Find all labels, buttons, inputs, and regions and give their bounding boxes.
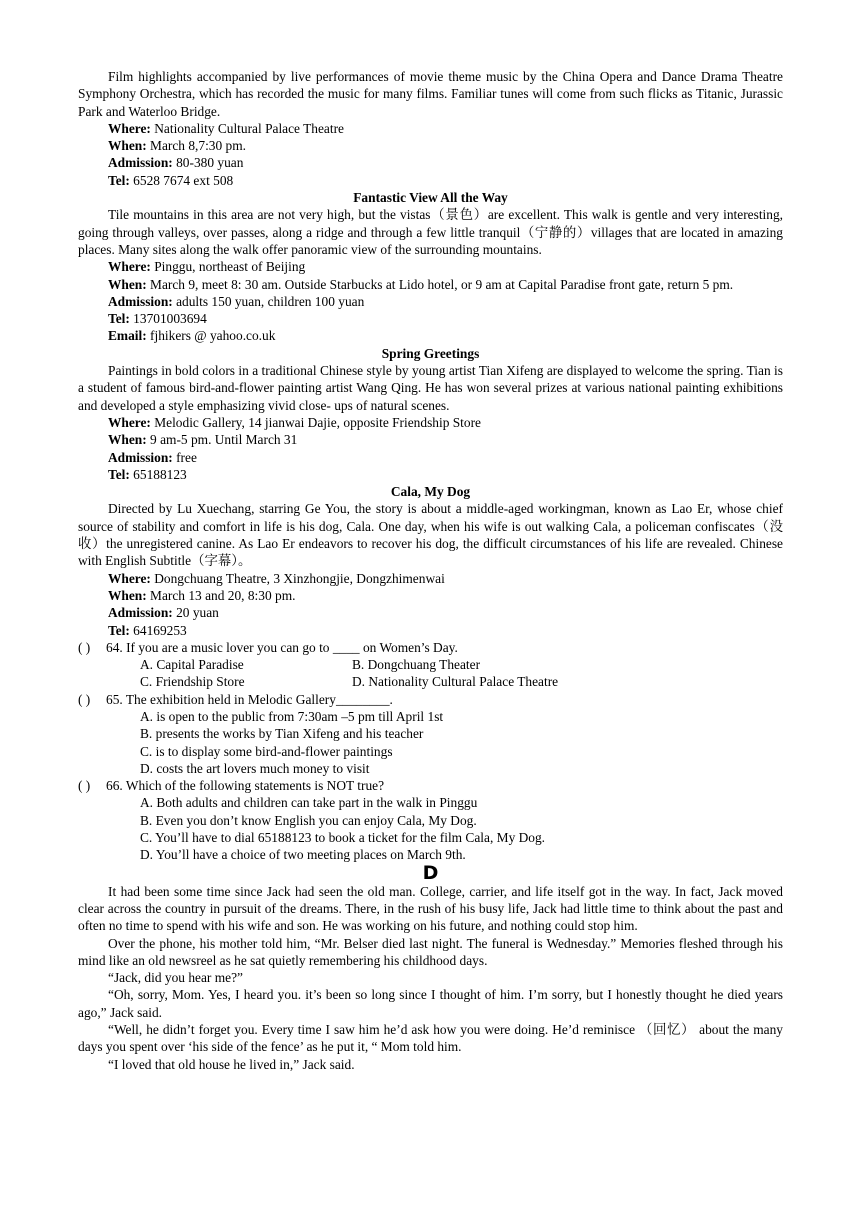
cala-admission: Admission: 20 yuan: [108, 605, 219, 621]
fantastic-admission: Admission: adults 150 yuan, children 100 yuan: [108, 293, 365, 309]
spring-greetings-title: Spring Greetings: [381, 345, 480, 361]
concert-when: When: March 8,7:30 pm.: [108, 138, 247, 154]
question-65-options: [78, 708, 783, 777]
option-a: A. Both adults and children can take part in the walk in Pinggu: [140, 795, 478, 811]
spring-admission: Admission: free: [108, 449, 197, 465]
option-d: D. You’ll have a choice of two meeting places on March 9th.: [140, 847, 466, 863]
spring-where: Where: Melodic Gallery, 14 jianwai Dajie, opposite Friendship Store: [108, 414, 482, 430]
story-paragraph: “I loved that old house he lived in,” Jack said.: [108, 1056, 355, 1072]
story-paragraph: Over the phone, his mother told him, “Mr. Belser died last night. The funeral is Wednesday.” Memories fleshed through his mind like an old newsreel as he sat quietly remembering his childhood days.: [78, 935, 783, 968]
spring-greetings-description: Paintings in bold colors in a traditional Chinese style by young artist Tian Xifeng are displayed to welcome the spring. Tian is a student of famous bird-and-flower painting artist Wang Qing. He has won several prizes at various national painting exhibitions and developed a style emphasizing vivid close- ups of natural scenes.: [78, 363, 783, 413]
option-d: D. costs the art lovers much money to visit: [140, 760, 370, 776]
option-c: C. You’ll have to dial 65188123 to book a ticket for the film Cala, My Dog.: [140, 830, 546, 846]
question-66: ( ) 66. Which of the following statements is NOT true?: [78, 778, 385, 794]
section-d-mark: D: [422, 861, 439, 884]
fantastic-where: Where: Pinggu, northeast of Beijing: [108, 259, 306, 275]
question-64-options: [78, 656, 783, 691]
option-b: B. presents the works by Tian Xifeng and his teacher: [140, 726, 424, 742]
cala-title: Cala, My Dog: [390, 484, 471, 500]
fantastic-email: Email: fjhikers @ yahoo.co.uk: [108, 328, 276, 344]
spring-when: When: 9 am-5 pm. Until March 31: [108, 432, 298, 448]
option-b: B. Dongchuang Theater: [352, 657, 481, 673]
cala-when: When: March 13 and 20, 8:30 pm.: [108, 587, 296, 603]
option-c: C. Friendship Store: [140, 674, 245, 690]
fantastic-view-description: Tile mountains in this area are not very high, but the vistas（景色）are excellent. This walk is gentle and very interesting, going through valleys, over passes, along a ridge and through a few little tranquil（宁静的）villages that are located in amazing places. Many sites along the walk offer panoramic view of the surrounding mountains.: [78, 207, 783, 257]
cala-description: Directed by Lu Xuechang, starring Ge You, the story is about a middle-aged workingman, known as Lao Er, whose chief source of stability and comfort in life is his dog, Cala. One day, when his wife is out walking Cala, a policeman confiscates（没收）the unregistered canine. As Lao Er endeavors to recover his dog, the difficult circumstances of his life are revealed. Chinese with English Subtitle（字幕）。: [78, 501, 783, 569]
cala-tel: Tel: 64169253: [108, 622, 187, 638]
document-page: [78, 68, 783, 1073]
question-65: ( ) 65. The exhibition held in Melodic Gallery________.: [78, 691, 393, 707]
concert-where: Where: Nationality Cultural Palace Theatre: [108, 120, 344, 136]
concert-admission: Admission: 80-380 yuan: [108, 155, 244, 171]
story-paragraph: “Oh, sorry, Mom. Yes, I heard you. it’s been so long since I thought of him. I’m sorry, but I honestly thought he died years ago,” Jack said.: [78, 987, 783, 1020]
story-paragraph: “Jack, did you hear me?”: [108, 970, 243, 986]
answer-blank[interactable]: ( ): [78, 639, 91, 655]
story-paragraph: It had been some time since Jack had seen the old man. College, carrier, and life itself got in the way. In fact, Jack moved clear across the country in pursuit of the dreams. There, in the rush of his busy life, Jack had little time to think about the past and often no time to spend with his wife and son. He was working on his future, and nothing could stop him.: [78, 883, 783, 934]
answer-blank[interactable]: ( ): [78, 778, 91, 794]
fantastic-when: When: March 9, meet 8: 30 am. Outside Starbucks at Lido hotel, or 9 am at Capital Paradise front gate, return 5 pm.: [108, 276, 734, 292]
option-d: D. Nationality Cultural Palace Theatre: [352, 674, 559, 690]
option-a: A. Capital Paradise: [140, 657, 244, 673]
option-a: A. is open to the public from 7:30am –5 pm till April 1st: [140, 708, 444, 724]
option-b: B. Even you don’t know English you can enjoy Cala, My Dog.: [140, 812, 477, 828]
question-66-options: [78, 794, 783, 863]
concert-description: Film highlights accompanied by live performances of movie theme music by the China Opera and Dance Drama Theatre Symphony Orchestra, which has recorded the music for many films. Familiar tunes will come from such flicks as Titanic, Jurassic Park and Waterloo Bridge.: [78, 69, 783, 119]
story-paragraph: “Well, he didn’t forget you. Every time I saw him he’d ask how you were doing. He’d reminisce （回忆） about the many days you spent over ‘his side of the fence’ as he put it, “ Mom told him.: [78, 1022, 783, 1055]
fantastic-tel: Tel: 13701003694: [108, 311, 207, 327]
spring-tel: Tel: 65188123: [108, 466, 187, 482]
cala-where: Where: Dongchuang Theatre, 3 Xinzhongjie, Dongzhimenwai: [108, 570, 445, 586]
fantastic-view-title: Fantastic View All the Way: [353, 190, 508, 206]
option-c: C. is to display some bird-and-flower paintings: [140, 743, 393, 759]
answer-blank[interactable]: ( ): [78, 691, 91, 707]
question-64: ( ) 64. If you are a music lover you can go to ____ on Women’s Day.: [78, 639, 458, 655]
concert-tel: Tel: 6528 7674 ext 508: [108, 172, 234, 188]
